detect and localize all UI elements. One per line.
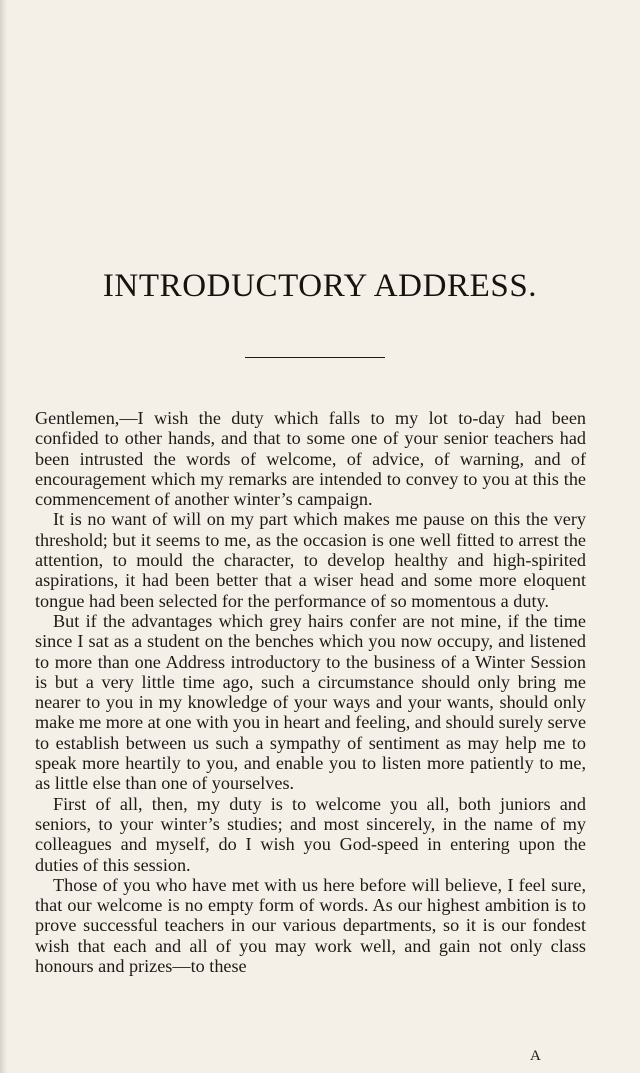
title-divider <box>245 357 385 358</box>
paragraph: Gentlemen,—I wish the duty which falls to my lot to-day had been confided to other hands, and that to some one of your senior teachers had been intrusted the words of welcome, of advice, of warning, and of encouragement which my remarks are intended to convey to you at this the commencement of another winter’s campaign. <box>35 408 586 510</box>
paragraph: Those of you who have met with us here before will believe, I feel sure, that our welcome is no empty form of words. As our highest ambition is to prove successful teachers in our various departments, so it is our fondest wish that each and all of you may work well, and gain not only class honours and prizes—to these <box>35 874 586 977</box>
paragraph: It is no want of will on my part which makes me pause on this the very threshold; but it seems to me, as the occasion is one well fitted to arrest the attention, to mould the character, to develop healthy and high-spirited aspirations, it had been better that a wiser head and some more eloquent tongue had been selected for the performance of so momentous a duty. <box>35 509 586 611</box>
paragraph: But if the advantages which grey hairs confer are not mine, if the time since I sat as a student on the benches which you now occupy, and listened to more than one Address introductory to the business of a Winter Session is but a very little time ago, such a circumstance should only bring me nearer to you in my knowledge of your ways and your wants, should only make me more at one with you in heart and feeling, and should surely serve to establish between us such a sympathy of sentiment as may help me to speak more heartily to you, and enable you to listen more patiently to me, as little else than one of yourselves. <box>35 610 587 794</box>
paragraph: First of all, then, my duty is to welcome you all, both juniors and seniors, to your winter’s studies; and most sincerely, in the name of my colleagues and myself, do I wish you God-speed in entering upon the duties of this session. <box>35 793 586 875</box>
page-edge <box>0 0 7 1073</box>
address-body <box>35 408 586 976</box>
page-title: INTRODUCTORY ADDRESS. <box>102 268 538 304</box>
signature-mark: A <box>530 1048 541 1064</box>
